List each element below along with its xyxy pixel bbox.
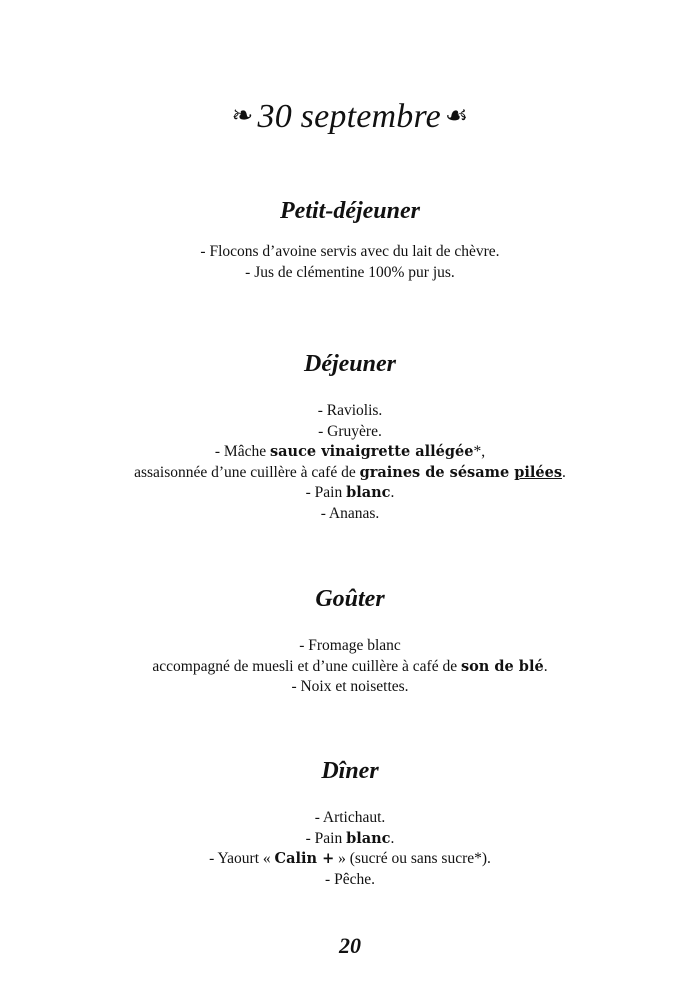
dinner-line-text: - Pain xyxy=(305,829,347,847)
lunch-line-text: *, xyxy=(473,443,486,460)
breakfast-line: - Jus de clémentine 100% pur jus. xyxy=(245,263,455,281)
snack-section xyxy=(0,584,700,698)
dinner-lines xyxy=(0,808,700,890)
breakfast-heading: Petit-déjeuner xyxy=(280,198,420,224)
right-ornament-icon: ☙ xyxy=(444,101,469,130)
snack-line-text: . xyxy=(543,657,548,675)
breakfast-section xyxy=(0,196,700,283)
page-title xyxy=(0,92,700,146)
lunch-section xyxy=(0,349,700,524)
page-number: 20 xyxy=(339,933,361,958)
lunch-lines xyxy=(0,401,700,524)
lunch-line-text: assaisonnée d’une cuillère à café de xyxy=(134,463,360,481)
dinner-heading: Dîner xyxy=(321,758,379,784)
dinner-line-text: - Yaourt « xyxy=(209,850,275,867)
breakfast-line: - Flocons d’avoine servis avec du lait de chèvre. xyxy=(200,243,500,260)
lunch-line-text: . xyxy=(562,463,566,481)
snack-line: - Noix et noisettes. xyxy=(291,678,409,695)
dinner-line-emphasis: Calin + xyxy=(274,850,335,867)
dinner-line-emphasis: blanc xyxy=(346,829,391,847)
dinner-line: - Artichaut. xyxy=(314,809,386,826)
lunch-line-text: - Mâche xyxy=(214,443,270,460)
lunch-line-emphasis: blanc xyxy=(346,484,391,501)
lunch-line-text: . xyxy=(390,484,395,501)
breakfast-lines xyxy=(0,242,700,283)
lunch-line xyxy=(0,442,700,463)
dinner-line-text: » (sucré ou sans sucre*). xyxy=(334,850,491,867)
dinner-line-text: . xyxy=(390,829,395,847)
dinner-line: - Pêche. xyxy=(325,870,375,888)
snack-heading: Goûter xyxy=(315,586,385,612)
lunch-line: - Ananas. xyxy=(320,504,380,522)
lunch-line: - Raviolis. xyxy=(317,402,383,419)
lunch-line-text: - Pain xyxy=(305,484,347,501)
snack-line-emphasis: son de blé xyxy=(460,657,544,675)
dinner-section xyxy=(0,756,700,890)
snack-lines xyxy=(0,636,700,698)
lunch-heading: Déjeuner xyxy=(304,351,396,377)
lunch-line-emphasis: sauce vinaigrette allégée xyxy=(269,443,474,460)
page-title-text: 30 septembre xyxy=(257,97,441,135)
dinner-line xyxy=(0,849,700,870)
lunch-line-underlined: pilées xyxy=(514,463,563,481)
lunch-line xyxy=(0,463,700,484)
dinner-line xyxy=(0,829,700,850)
snack-line-text: accompagné de muesli et d’une cuillère à café de xyxy=(152,657,461,675)
snack-line xyxy=(0,657,700,678)
lunch-line xyxy=(0,483,700,504)
snack-line: - Fromage blanc xyxy=(299,637,401,654)
lunch-line-emphasis: graines de sésame xyxy=(359,463,515,481)
lunch-line: - Gruyère. xyxy=(318,422,382,440)
left-ornament-icon: ❧ xyxy=(231,101,254,130)
